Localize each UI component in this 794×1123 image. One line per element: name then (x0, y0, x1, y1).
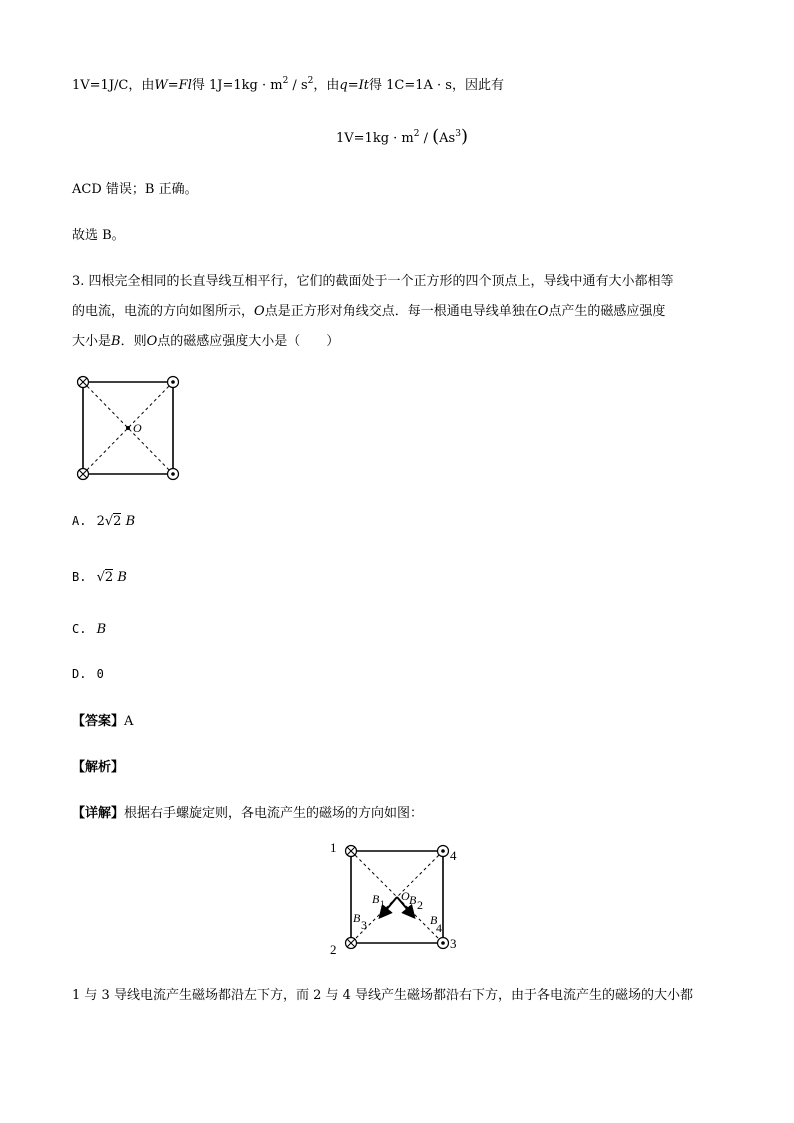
derivation-line: 1V=1J/C，由W=Fl得 $1J=1kg \cdot m^2 / s^2$，由q=It得 1C=1A · s，因此有 (72, 76, 504, 93)
b1-subscript: 1 (380, 899, 385, 909)
center-point (126, 426, 130, 430)
wire-out-of-page-icon (438, 938, 449, 949)
wire-out-of-page-icon (168, 377, 179, 388)
unit-equation: $1V=1kg \cdot m^2 / (As^3)$ (336, 126, 468, 147)
question-line-3: 大小是B．则O点的磁感应强度大小是（ ） (72, 334, 340, 349)
b2-label: B (409, 893, 417, 907)
question-line-1: 3. 四根完全相同的长直导线互相平行，它们的截面处于一个正方形的四个顶点上，导线中通有大小都相等 (72, 274, 674, 289)
option-b: B. √2 B (72, 570, 127, 585)
sqrt-symbol: √ (96, 570, 105, 585)
b1-label: B (372, 892, 380, 906)
wire-label-2: 2 (330, 942, 337, 957)
b3-label: B (353, 911, 361, 925)
answer-line: 【答案】A (72, 714, 134, 729)
wire-label-3: 3 (450, 936, 457, 951)
field-direction-figure (326, 836, 466, 960)
wire-out-of-page-icon (438, 846, 449, 857)
wire-into-page-icon (78, 377, 89, 388)
conclusion-line: ACD 错误；B 正确。 (72, 182, 198, 197)
b4-subscript: 4 (436, 921, 442, 935)
option-c: C. B (72, 622, 107, 637)
wire-into-page-icon (346, 938, 357, 949)
sqrt-symbol: √ (104, 514, 114, 529)
wire-square-figure (70, 372, 190, 484)
option-a: A. 2√2 B (72, 514, 136, 529)
b2-subscript: 2 (417, 898, 423, 912)
wire-label-1: 1 (330, 840, 337, 855)
detail-line: 【详解】根据右手螺旋定则，各电流产生的磁场的方向如图： (72, 806, 424, 821)
explanation-line: 1 与 3 导线电流产生磁场都沿左下方，而 2 与 4 导线产生磁场都沿右下方，由于各电流产生的磁场的大小都 (72, 988, 694, 1003)
center-label: O (133, 421, 142, 435)
choice-line: 故选 B。 (72, 228, 125, 243)
wire-out-of-page-icon (168, 469, 179, 480)
b3-subscript: 3 (361, 918, 367, 932)
option-d: D. 0 (72, 667, 104, 681)
wire-into-page-icon (346, 846, 357, 857)
center-label: O (401, 889, 410, 903)
analysis-heading: 【解析】 (72, 760, 125, 775)
wire-label-4: 4 (450, 848, 457, 863)
wire-into-page-icon (78, 469, 89, 480)
question-line-2: 的电流，电流的方向如图所示，O点是正方形对角线交点．每一根通电导线单独在O点产生的磁感应强度 (72, 304, 666, 319)
b4-label: B (430, 913, 438, 927)
